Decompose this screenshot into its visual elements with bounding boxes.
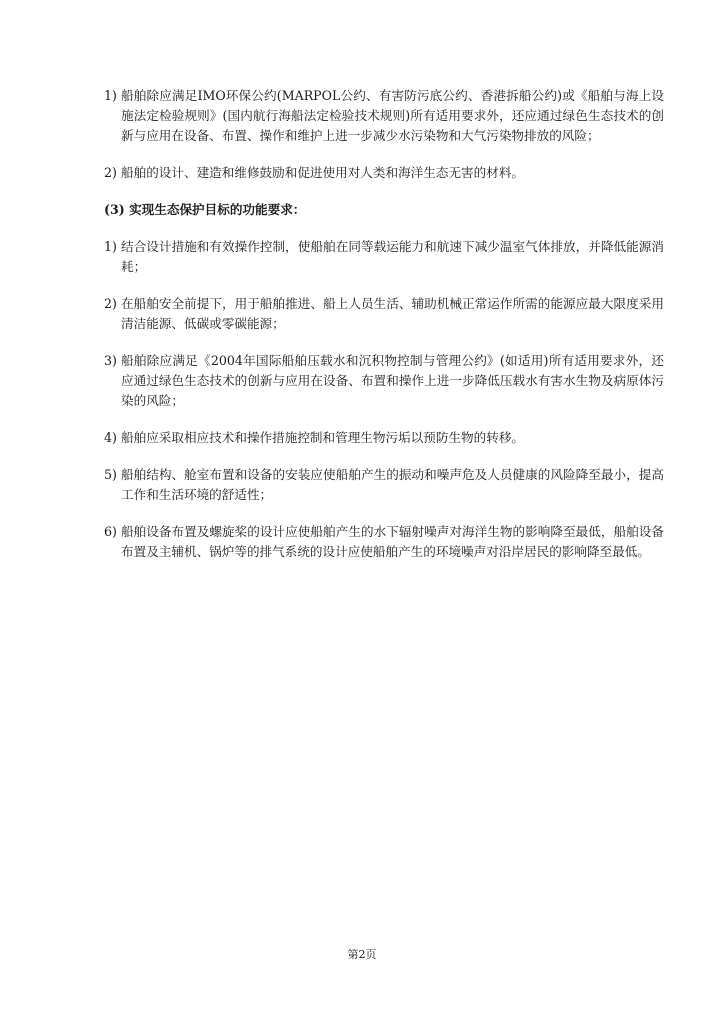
list-item — [104, 522, 664, 562]
list-item-text: 船舶应采取相应技术和操作措施控制和管理生物污垢以预防生物的转移。 — [121, 430, 524, 445]
page-content — [104, 86, 664, 579]
list-item — [104, 86, 664, 146]
list-item-number: 4) — [104, 430, 117, 445]
list-item-text: 船舶除应满足IMO环保公约(MARPOL公约、有害防污底公约、香港拆船公约)或《船舶与海上设施法定检验规则》(国内航行海船法定检验技术规则)所有适用要求外，还应通过绿色生态技术的创新与应用在设备、布置、操作和维护上进一步减少水污染物和大气污染物排放的风险； — [121, 88, 664, 143]
list-item-number: 5) — [104, 467, 117, 482]
page-number: 第2页 — [347, 948, 377, 961]
list-item — [104, 163, 664, 183]
list-item-text: 船舶的设计、建造和维修鼓励和促进使用对人类和海洋生态无害的材料。 — [121, 165, 524, 180]
list-item — [104, 351, 664, 411]
list-item-number: 6) — [104, 524, 117, 539]
list-item-number: 3) — [104, 353, 117, 368]
list-item — [104, 428, 664, 448]
list-item-text: 结合设计措施和有效操作控制，使船舶在同等载运能力和航速下减少温室气体排放，并降低能源消耗； — [121, 239, 664, 274]
list-item-number: 2) — [104, 296, 117, 311]
section-heading: (3) 实现生态保护目标的功能要求： — [104, 202, 306, 217]
list-item — [104, 465, 664, 505]
list-item-text: 船舶结构、舱室布置和设备的安装应使船舶产生的振动和噪声危及人员健康的风险降至最小，提高工作和生活环境的舒适性； — [121, 467, 664, 502]
list-item-text: 在船舶安全前提下，用于船舶推进、船上人员生活、辅助机械正常运作所需的能源应最大限度采用清洁能源、低碳或零碳能源； — [121, 296, 664, 331]
list-item-text: 船舶除应满足《2004年国际船舶压载水和沉积物控制与管理公约》(如适用)所有适用要求外，还应通过绿色生态技术的创新与应用在设备、布置和操作上进一步降低压载水有害水生物及病原体污染的风险； — [121, 353, 664, 408]
list-item-number: 1) — [104, 239, 117, 254]
list-item-number: 2) — [104, 165, 117, 180]
list-item — [104, 237, 664, 277]
list-item — [104, 294, 664, 334]
list-item-number: 1) — [104, 88, 117, 103]
list-item-text: 船舶设备布置及螺旋桨的设计应使船舶产生的水下辐射噪声对海洋生物的影响降至最低，船舶设备布置及主辅机、锅炉等的排气系统的设计应使船舶产生的环境噪声对沿岸居民的影响降至最低。 — [121, 524, 664, 559]
